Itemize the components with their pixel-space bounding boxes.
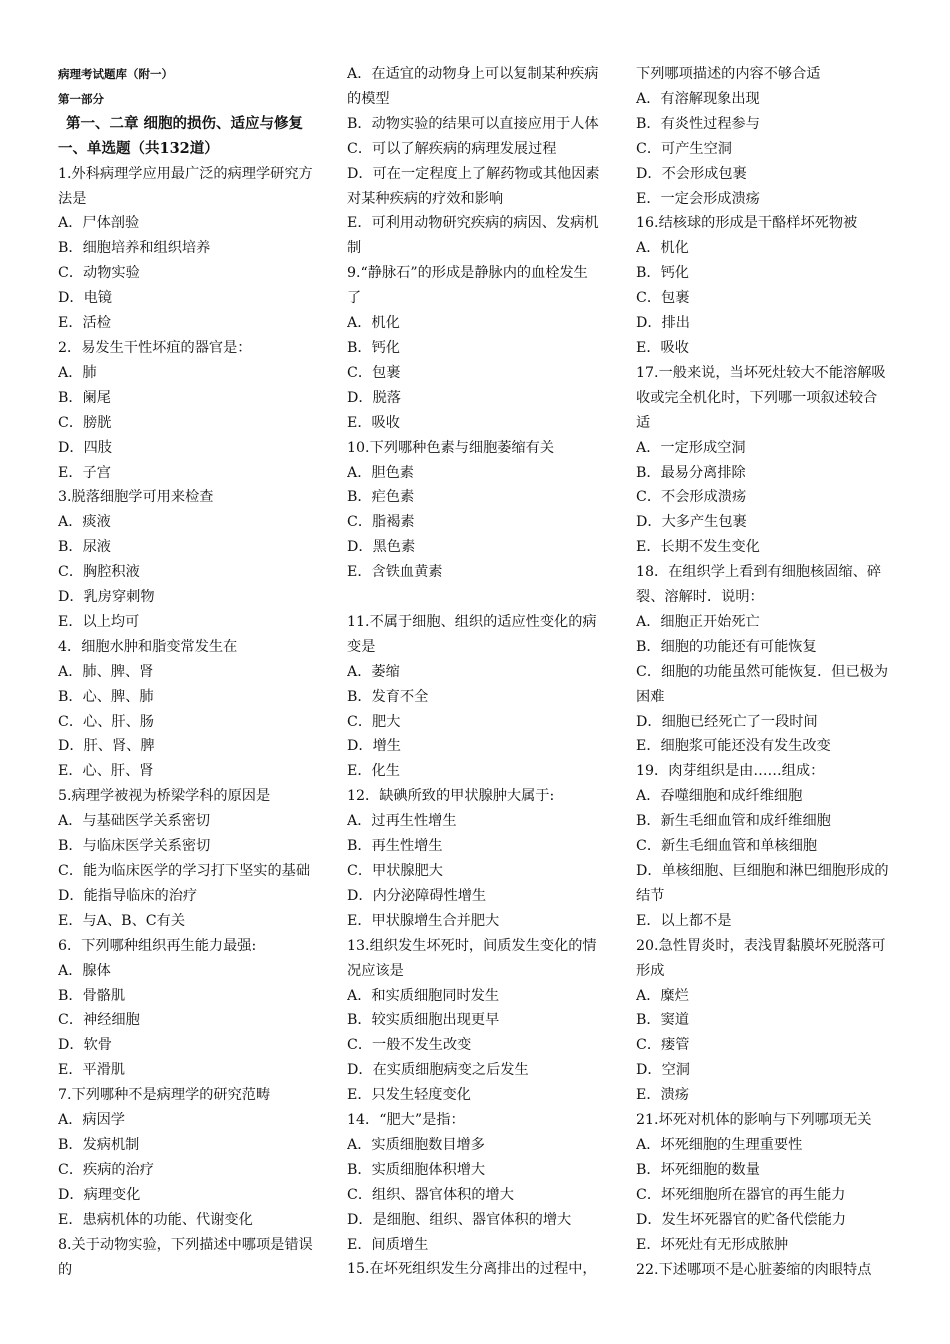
text-line: A．肺 — [58, 364, 97, 381]
text-line: 9.“静脉石”的形成是静脉内的血栓发生 — [347, 265, 588, 282]
text-line: D．能指导临床的治疗 — [58, 887, 198, 904]
text-line: B．心、脾、肺 — [58, 688, 154, 705]
heading-line: 第一、二章 细胞的损伤、适应与修复 — [66, 114, 304, 132]
text-line: B．坏死细胞的数量 — [636, 1161, 760, 1178]
text-line: 4．细胞水肿和脂变常发生在 — [58, 638, 238, 655]
text-line: C．胸腔积液 — [58, 564, 140, 581]
text-line: A．尸体剖验 — [58, 215, 140, 232]
text-line: D．乳房穿刺物 — [58, 589, 155, 606]
text-line: A．胆色素 — [347, 464, 414, 481]
text-line: 5.病理学被视为桥梁学科的原因是 — [58, 788, 271, 805]
text-line: B．钙化 — [636, 265, 689, 282]
text-line: A．与基础医学关系密切 — [58, 813, 211, 830]
heading-line: 一、单选题（共132道） — [58, 139, 219, 157]
text-line: D．黑色素 — [347, 539, 416, 556]
text-line: B．发病机制 — [58, 1136, 140, 1153]
text-line: E．吸收 — [347, 414, 400, 431]
text-line: E．甲状腺增生合并肥大 — [347, 912, 500, 929]
text-line: A．实质细胞数目增多 — [347, 1136, 485, 1153]
text-line: C．坏死细胞所在器官的再生能力 — [636, 1186, 846, 1203]
text-line: B．再生性增生 — [347, 838, 443, 855]
text-line: 10.下列哪种色素与细胞萎缩有关 — [347, 439, 555, 456]
text-line: 对某种疾病的疗效和影响 — [347, 190, 504, 207]
text-line: A．腺体 — [58, 962, 111, 979]
text-line: B．细胞培养和组织培养 — [58, 240, 211, 257]
text-line: 11.不属于细胞、组织的适应性变化的病 — [347, 613, 597, 630]
text-line: B．较实质细胞出现更早 — [347, 1012, 500, 1029]
text-line: D．增生 — [347, 738, 401, 755]
text-line: 的模型 — [347, 90, 390, 107]
text-line: B．窦道 — [636, 1012, 689, 1029]
text-line: A．糜烂 — [636, 987, 689, 1004]
text-line: 1.外科病理学应用最广泛的病理学研究方 — [58, 165, 313, 182]
text-line: D．是细胞、组织、器官体积的增大 — [347, 1211, 572, 1228]
text-line: 了 — [347, 290, 362, 307]
text-line: A．和实质细胞同时发生 — [347, 987, 500, 1004]
text-line: C．甲状腺肥大 — [347, 862, 443, 879]
text-line: B．阑尾 — [58, 389, 111, 406]
text-line: E．坏死灶有无形成脓肿 — [636, 1236, 789, 1253]
text-line: A．坏死细胞的生理重要性 — [636, 1136, 803, 1153]
text-line: B．动物实验的结果可以直接应用于人体 — [347, 115, 599, 132]
text-line: D．排出 — [636, 315, 690, 332]
text-line: 收或完全机化时，下列哪一项叙述较合 — [636, 389, 878, 406]
text-line: 3.脱落细胞学可用来检查 — [58, 489, 214, 506]
text-line: D．电镜 — [58, 290, 112, 307]
text-line: 6．下列哪种组织再生能力最强: — [58, 937, 257, 954]
text-line: C．可产生空洞 — [636, 140, 732, 157]
text-line: C．瘘管 — [636, 1037, 690, 1054]
text-line: E．平滑肌 — [58, 1062, 126, 1079]
text-line: 形成 — [636, 962, 665, 979]
text-line: D．单核细胞、巨细胞和淋巴细胞形成的 — [636, 863, 889, 879]
heading-line: 病理考试题库（附一） — [58, 67, 173, 81]
text-line: C．新生毛细血管和单核细胞 — [636, 838, 818, 855]
text-line: 13.组织发生坏死时，间质发生变化的情 — [347, 937, 597, 954]
text-line: 17.一般来说，当坏死灶较大不能溶解吸 — [636, 364, 886, 381]
text-line: E．间质增生 — [347, 1236, 429, 1253]
text-line: E．以上均可 — [58, 613, 140, 630]
text-line: B．钙化 — [347, 339, 400, 356]
text-line: B．尿液 — [58, 539, 111, 556]
text-line: E．子宫 — [58, 464, 111, 481]
text-line: 19．肉芽组织是由……组成： — [636, 763, 825, 780]
text-line: 法是 — [58, 190, 87, 207]
text-line: 22.下述哪项不是心脏萎缩的肉眼特点 — [636, 1261, 872, 1278]
text-line: C．不会形成溃疡 — [636, 489, 747, 506]
text-line: A．吞噬细胞和成纤维细胞 — [636, 788, 803, 805]
text-line: E．含铁血黄素 — [347, 564, 443, 581]
text-line: C．神经细胞 — [58, 1012, 140, 1029]
text-line: 15.在坏死组织发生分离排出的过程中， — [347, 1261, 597, 1278]
text-line: C．包裹 — [347, 364, 401, 381]
text-line: 18．在组织学上看到有细胞核固缩、碎 — [636, 564, 882, 581]
text-line: D．四肢 — [58, 439, 112, 456]
text-line: A．在适宜的动物身上可以复制某种疾病 — [347, 66, 599, 82]
text-line: E．以上都不是 — [636, 912, 732, 929]
text-line: E．可利用动物研究疾病的病因、发病机 — [347, 215, 599, 232]
text-line: D．肝、肾、脾 — [58, 738, 155, 755]
text-line: 下列哪项描述的内容不够合适 — [636, 66, 821, 82]
text-line: 12．缺碘所致的甲状腺肿大属于: — [347, 788, 555, 805]
text-line: D．细胞已经死亡了一段时间 — [636, 713, 818, 730]
text-line: A．肺、脾、肾 — [58, 663, 154, 680]
text-line: 适 — [636, 414, 651, 431]
text-line: E．吸收 — [636, 339, 689, 356]
text-line: E．细胞浆可能还没有发生改变 — [636, 738, 831, 755]
text-line: C．动物实验 — [58, 265, 140, 282]
text-line: D．发生坏死器官的贮备代偿能力 — [636, 1211, 847, 1228]
text-line: D．可在一定程度上了解药物或其他因素 — [347, 165, 600, 182]
text-line: D．病理变化 — [58, 1186, 141, 1203]
text-line: E．活检 — [58, 315, 111, 332]
text-line: C．能为临床医学的学习打下坚实的基础 — [58, 863, 311, 879]
text-line: E．溃疡 — [636, 1087, 689, 1104]
text-line: A．痰液 — [58, 514, 111, 531]
text-line: A．机化 — [636, 240, 689, 257]
text-line: C．组织、器官体积的增大 — [347, 1186, 514, 1203]
text-line: B．与临床医学关系密切 — [58, 838, 211, 855]
text-line: E．化生 — [347, 763, 400, 780]
blank-line — [347, 585, 615, 610]
text-line: C．肥大 — [347, 713, 401, 730]
text-line: 况应该是 — [347, 962, 404, 979]
text-line: 14．“肥大”是指： — [347, 1112, 465, 1129]
text-line: 变是 — [347, 638, 376, 655]
text-line: A．病因学 — [58, 1112, 125, 1129]
text-line: 7.下列哪种不是病理学的研究范畴 — [58, 1087, 271, 1104]
text-line: 制 — [347, 240, 362, 257]
text-line: E．只发生轻度变化 — [347, 1087, 471, 1104]
text-line: 20.急性胃炎时，表浅胃黏膜坏死脱落可 — [636, 937, 886, 954]
text-line: E．一定会形成溃疡 — [636, 190, 760, 207]
heading-line: 第一部分 — [58, 91, 104, 106]
text-line: D．空洞 — [636, 1062, 690, 1079]
text-line: C．脂褐素 — [347, 514, 415, 531]
text-line: 21.坏死对机体的影响与下列哪项无关 — [636, 1112, 872, 1129]
text-line: E．心、肝、肾 — [58, 763, 154, 780]
text-line: 裂、溶解时．说明： — [636, 589, 764, 606]
text-column-left — [58, 62, 322, 1282]
text-line: 16.结核球的形成是干酪样坏死物被 — [636, 215, 858, 232]
text-line: A．细胞正开始死亡 — [636, 613, 760, 630]
text-line: B．细胞的功能还有可能恢复 — [636, 638, 817, 655]
text-line: B．实质细胞体积增大 — [347, 1161, 486, 1178]
text-line: E．患病机体的功能、代谢变化 — [58, 1211, 253, 1228]
text-line: D．在实质细胞病变之后发生 — [347, 1062, 529, 1079]
text-line: C．包裹 — [636, 290, 690, 307]
text-line: 2．易发生干性坏疽的器官是： — [58, 339, 252, 356]
text-column-right — [636, 62, 904, 1282]
text-line: B．最易分离排除 — [636, 464, 746, 481]
text-line: A．有溶解现象出现 — [636, 90, 760, 107]
text-line: D．内分泌障碍性增生 — [347, 887, 487, 904]
text-line: D．软骨 — [58, 1037, 112, 1054]
text-line: D．不会形成包裹 — [636, 165, 747, 182]
text-line: B．新生毛细血管和成纤维细胞 — [636, 813, 831, 830]
text-line: C．疾病的治疗 — [58, 1161, 154, 1178]
text-line: C．心、肝、肠 — [58, 713, 154, 730]
text-line: A．一定形成空洞 — [636, 439, 746, 456]
text-line: A．过再生性增生 — [347, 813, 457, 830]
text-line: B．发育不全 — [347, 688, 429, 705]
text-line: C．可以了解疾病的病理发展过程 — [347, 140, 557, 157]
text-line: B．骨骼肌 — [58, 987, 126, 1004]
text-line: D．大多产生包裹 — [636, 514, 747, 531]
text-line: E．与A、B、C有关 — [58, 912, 186, 929]
text-line: B．有炎性过程参与 — [636, 115, 760, 132]
text-line: D．脱落 — [347, 389, 401, 406]
text-line: 的 — [58, 1261, 73, 1278]
text-line: 困难 — [636, 688, 665, 705]
text-line: C．一般不发生改变 — [347, 1037, 472, 1054]
text-line: C．细胞的功能虽然可能恢复．但已极为 — [636, 663, 889, 680]
text-column-middle — [347, 62, 615, 1282]
text-line: B．疟色素 — [347, 489, 415, 506]
text-line: A．机化 — [347, 315, 400, 332]
text-line: E．长期不发生变化 — [636, 539, 760, 556]
text-line: C．膀胱 — [58, 414, 112, 431]
text-line: A．萎缩 — [347, 663, 400, 680]
text-line: 结节 — [636, 887, 665, 904]
text-line: 8.关于动物实验，下列描述中哪项是错误 — [58, 1236, 313, 1253]
